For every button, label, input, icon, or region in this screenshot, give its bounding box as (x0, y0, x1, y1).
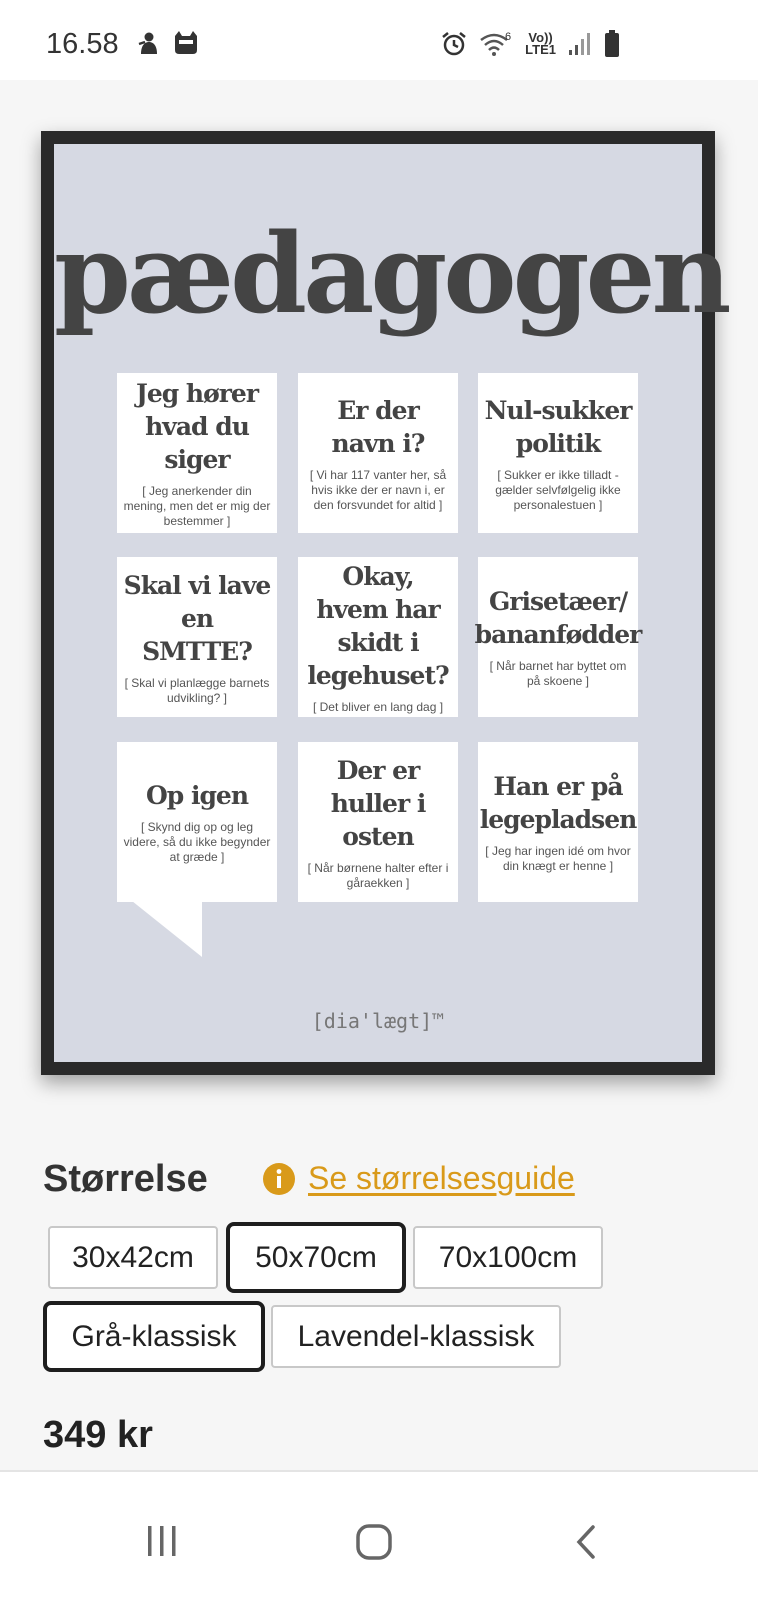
speech-bubble-tail (132, 901, 212, 957)
size-option-30x42[interactable]: 30x42cm (48, 1226, 218, 1289)
card-subtitle: [ Vi har 117 vanter her, så hvis ikke der er navn i, er den forsvundet for altid ] (309, 467, 447, 512)
card-title: Der er huller i osten (330, 755, 426, 851)
size-option-70x100[interactable]: 70x100cm (413, 1226, 603, 1289)
poster-title: pædagogen (54, 209, 728, 338)
card-title: Han er på legepladsen (479, 772, 637, 834)
card-title: Skal vi lave en SMTTE? (123, 570, 271, 666)
size-guide-link[interactable] (262, 1160, 575, 1197)
poster-card (117, 373, 277, 533)
poster-image (41, 131, 728, 1075)
poster-card (117, 742, 277, 902)
size-heading: Størrelse (43, 1158, 208, 1200)
figure-icon (136, 30, 162, 56)
info-icon (262, 1162, 296, 1196)
poster-logo: [dia'lægt]™ (311, 1009, 445, 1033)
signal-icon (568, 31, 592, 57)
price: 349 kr (43, 1414, 153, 1456)
home-icon[interactable] (356, 1524, 392, 1560)
variant-option-gra-klassisk[interactable]: Grå-klassisk (43, 1301, 265, 1372)
card-subtitle: [ Når barnet har byttet om på skoene ] (489, 659, 627, 688)
card-subtitle: [ Det bliver en lang dag ] (312, 699, 444, 714)
variant-option-lavendel-klassisk[interactable]: Lavendel-klassisk (271, 1305, 561, 1368)
poster-card (478, 373, 638, 533)
poster-card (478, 742, 638, 902)
battery-icon (604, 30, 620, 58)
poster-canvas (54, 144, 728, 1062)
card-subtitle: [ Skal vi planlægge barnets udvikling? ] (124, 675, 270, 705)
card-subtitle: [ Jeg har ingen idé om hvor din knægt er henne ] (485, 844, 631, 873)
card-subtitle: [ Skynd dig op og leg videre, så du ikke begynder at græde ] (123, 820, 271, 864)
poster-card (298, 373, 458, 533)
status-time: 16.58 (46, 28, 119, 60)
poster-card (117, 557, 277, 717)
volte-lte-icon: Vo)) LTE1 (525, 30, 556, 57)
poster-card (298, 557, 458, 717)
navigation-bar (0, 1470, 758, 1602)
cat-face-icon (172, 30, 200, 56)
card-subtitle: [ Når børnene halter efter i gåraekken ] (307, 860, 449, 890)
poster-card (474, 557, 642, 717)
card-title: Nul-sukker politik (484, 395, 632, 458)
card-title: Er der navn i? (331, 395, 425, 458)
card-title: Op igen (145, 781, 249, 810)
card-subtitle: [ Sukker er ikke tilladt - gælder selvfølgelig ikke personalestuen ] (495, 467, 621, 512)
alarm-icon (441, 31, 467, 57)
card-subtitle: [ Jeg anerkender din mening, men det er mig der bestemmer ] (123, 484, 271, 528)
svg-text:6: 6 (505, 31, 512, 43)
card-title: Grisetæer/ bananfødder (474, 587, 642, 649)
wifi-icon (479, 31, 513, 57)
back-icon[interactable] (574, 1524, 598, 1560)
recent-apps-icon[interactable] (146, 1524, 178, 1558)
size-guide-label[interactable]: Se størrelsesguide (308, 1160, 575, 1196)
card-title: Jeg hører hvad du siger (135, 379, 259, 474)
status-bar (0, 0, 758, 80)
poster-card (298, 742, 458, 902)
size-option-50x70[interactable]: 50x70cm (226, 1222, 406, 1293)
card-title: Okay, hvem har skidt i legehuset? (307, 561, 449, 690)
